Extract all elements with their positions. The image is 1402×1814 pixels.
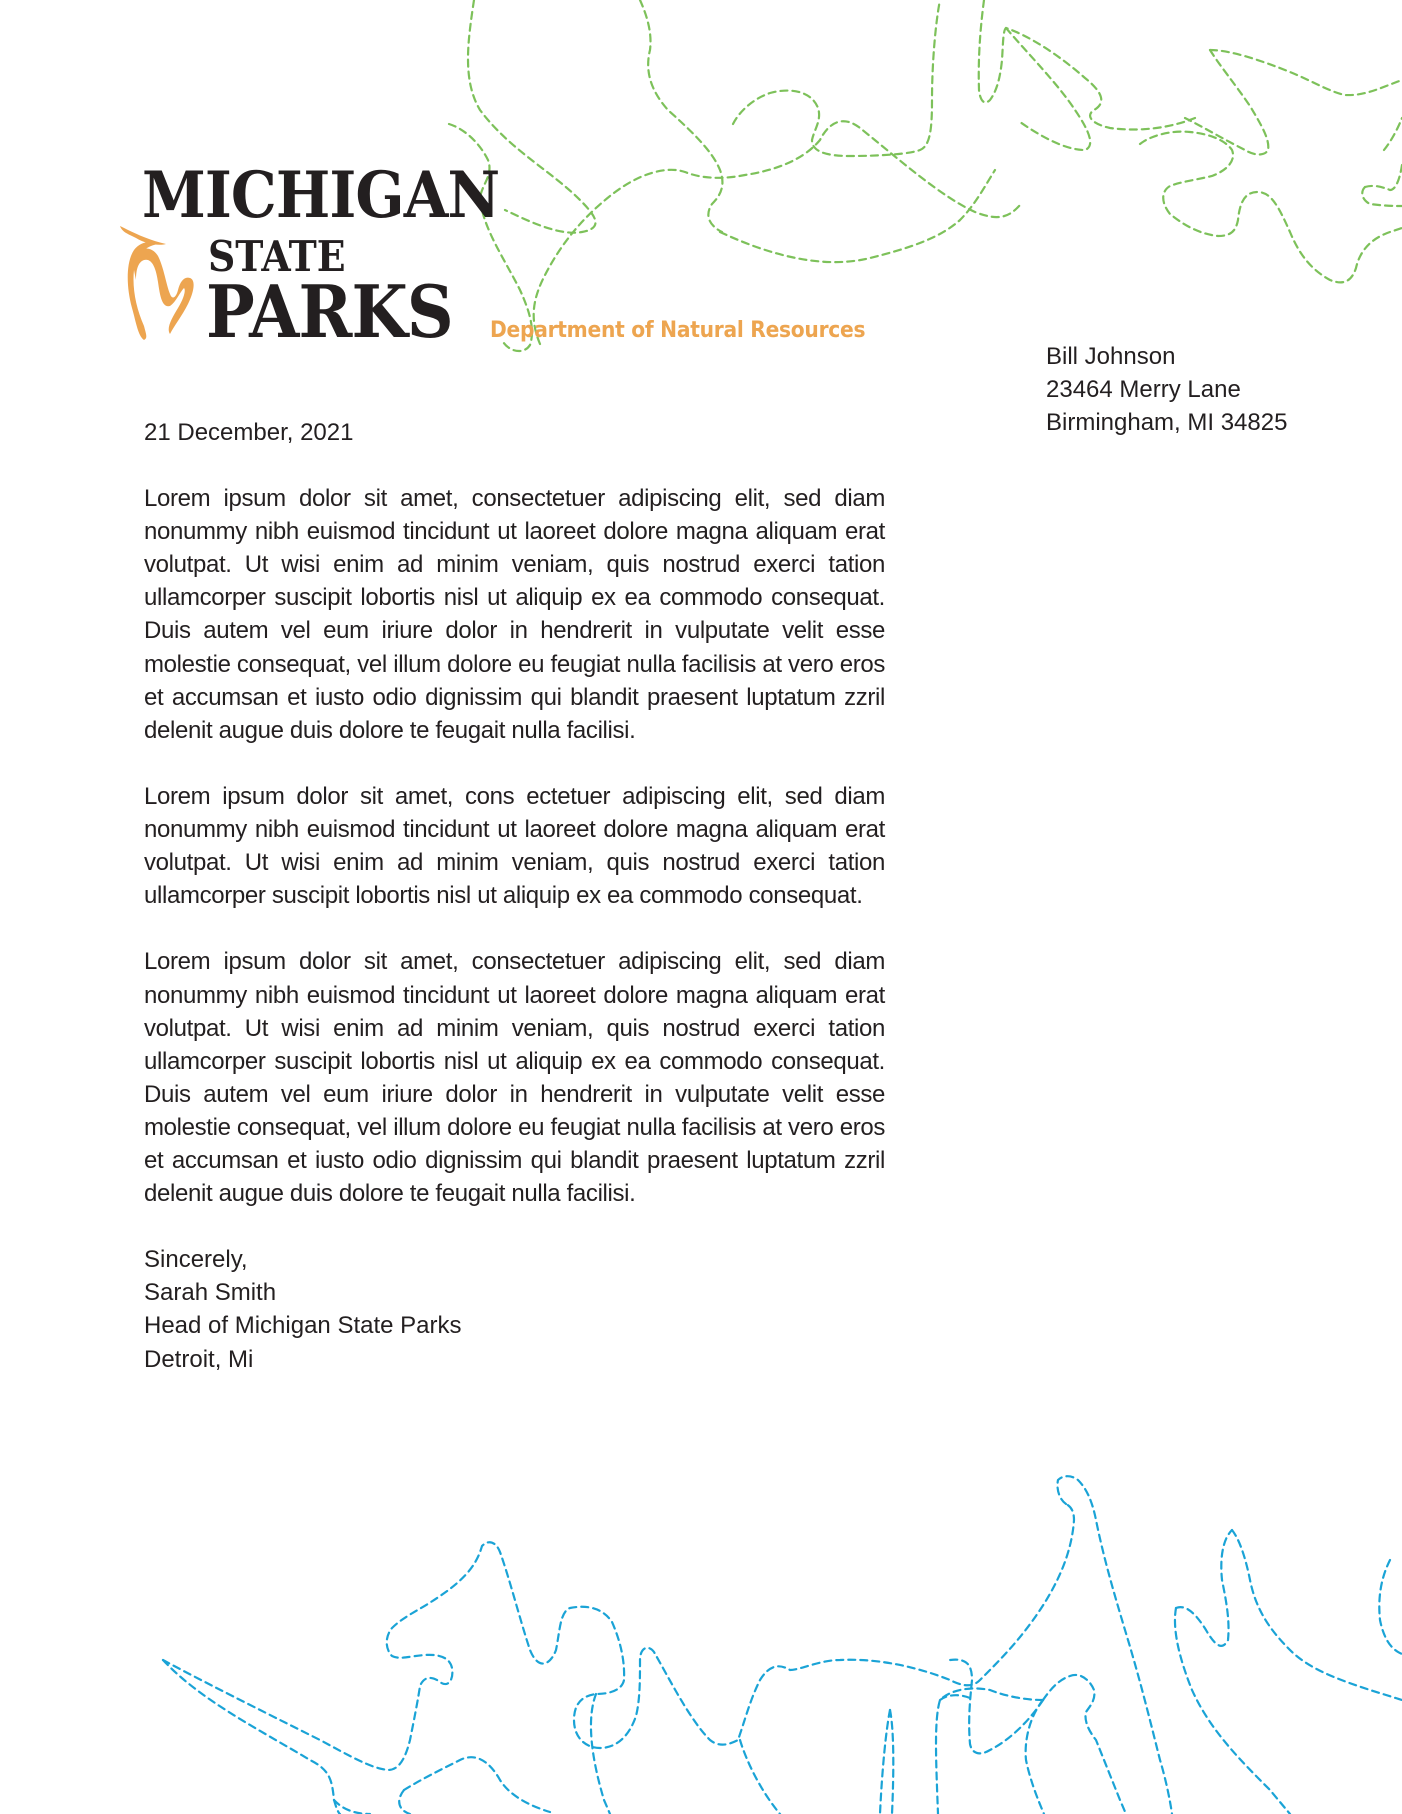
contour-line	[979, 0, 1195, 130]
contour-line	[163, 1504, 1074, 1770]
letter-date: 21 December, 2021	[144, 419, 354, 446]
recipient-street: 23464 Merry Lane	[1046, 376, 1241, 403]
recipient-name: Bill Johnson	[1046, 343, 1176, 370]
contour-line	[740, 1740, 780, 1814]
contour-line	[399, 1790, 410, 1814]
body-paragraph: Lorem ipsum dolor sit amet, cons ectetuer adipiscing elit, sed diam nonummy nibh euismod tincidunt ut laoreet dolore magna aliquam erat volutpat. Ut wisi enim ad minim veniam, quis nostrud exerci tation ullamcorper suscipit lobortis nisl ut aliquip ex ea commodo consequat.	[144, 782, 885, 910]
department-name: Department of Natural Resources	[490, 318, 866, 343]
contour-line	[640, 0, 722, 232]
contour-line	[1210, 50, 1402, 95]
contour-line	[733, 0, 940, 156]
contour-line	[1026, 1700, 1044, 1814]
contour-line	[591, 1694, 610, 1814]
contour-line	[950, 1660, 1043, 1754]
contour-line	[1140, 132, 1402, 283]
closing-salutation: Sincerely,	[144, 1246, 248, 1274]
contour-line	[1175, 1608, 1290, 1814]
body-paragraph: Lorem ipsum dolor sit amet, consectetuer adipiscing elit, sed diam nonummy nibh euismod tincidunt ut laoreet dolore magna aliquam erat volutpat. Ut wisi enim ad minim veniam, quis nostrud exerci tation ullamcorper suscipit lobortis nisl ut aliquip ex ea commodo consequat. Duis autem vel eum iriure dolor in hendrerit in vulputate velit esse molestie consequat, vel illum dolore eu feugiat nulla facilisis at vero eros et accumsan et iusto odio dignissim qui blandit praesent luptatum zzril delenit augue duis dolore te feugait nulla facilisi.	[144, 485, 885, 744]
contour-line	[404, 1757, 550, 1812]
letter-body	[144, 416, 885, 1376]
contour-line	[936, 1688, 1043, 1814]
recipient-address	[1046, 340, 1287, 439]
contour-line	[720, 170, 995, 262]
contour-line	[163, 1660, 340, 1814]
logo-text-state: STATE	[208, 232, 346, 281]
contour-line	[880, 1710, 890, 1814]
contour-line	[1176, 1530, 1232, 1646]
contour-line	[1043, 1675, 1126, 1814]
contour-line	[1379, 1560, 1402, 1654]
signer-title: Head of Michigan State Parks	[144, 1312, 462, 1340]
contour-line	[1057, 1476, 1172, 1814]
body-paragraph: Lorem ipsum dolor sit amet, consectetuer adipiscing elit, sed diam nonummy nibh euismod tincidunt ut laoreet dolore magna aliquam erat volutpat. Ut wisi enim ad minim veniam, quis nostrud exerci tation ullamcorper suscipit lobortis nisl ut aliquip ex ea commodo consequat. Duis autem vel eum iriure dolor in hendrerit in vulputate velit esse molestie consequat, vel illum dolore eu feugiat nulla facilisis at vero eros et accumsan et iusto odio dignissim qui blandit praesent luptatum zzril delenit augue duis dolore te feugait nulla facilisi.	[144, 948, 885, 1208]
michigan-peninsula-icon	[114, 222, 206, 342]
contour-line	[890, 1710, 893, 1814]
contour-line	[334, 1800, 370, 1814]
closing-block	[144, 1243, 885, 1375]
signer-name: Sarah Smith	[144, 1279, 277, 1307]
contour-line	[940, 1695, 970, 1700]
signer-location: Detroit, Mi	[144, 1345, 254, 1373]
logo-text-michigan: MICHIGAN	[142, 158, 500, 233]
contour-line	[1384, 118, 1402, 150]
contour-line	[1365, 165, 1402, 190]
contour-line	[534, 121, 1020, 344]
contour-line	[1185, 50, 1268, 155]
contour-line	[1232, 1530, 1402, 1700]
logo-text-parks: PARKS	[206, 269, 453, 354]
contour-line	[1006, 28, 1090, 150]
recipient-city: Birmingham, MI 34825	[1046, 409, 1288, 436]
contour-line	[1362, 187, 1402, 206]
